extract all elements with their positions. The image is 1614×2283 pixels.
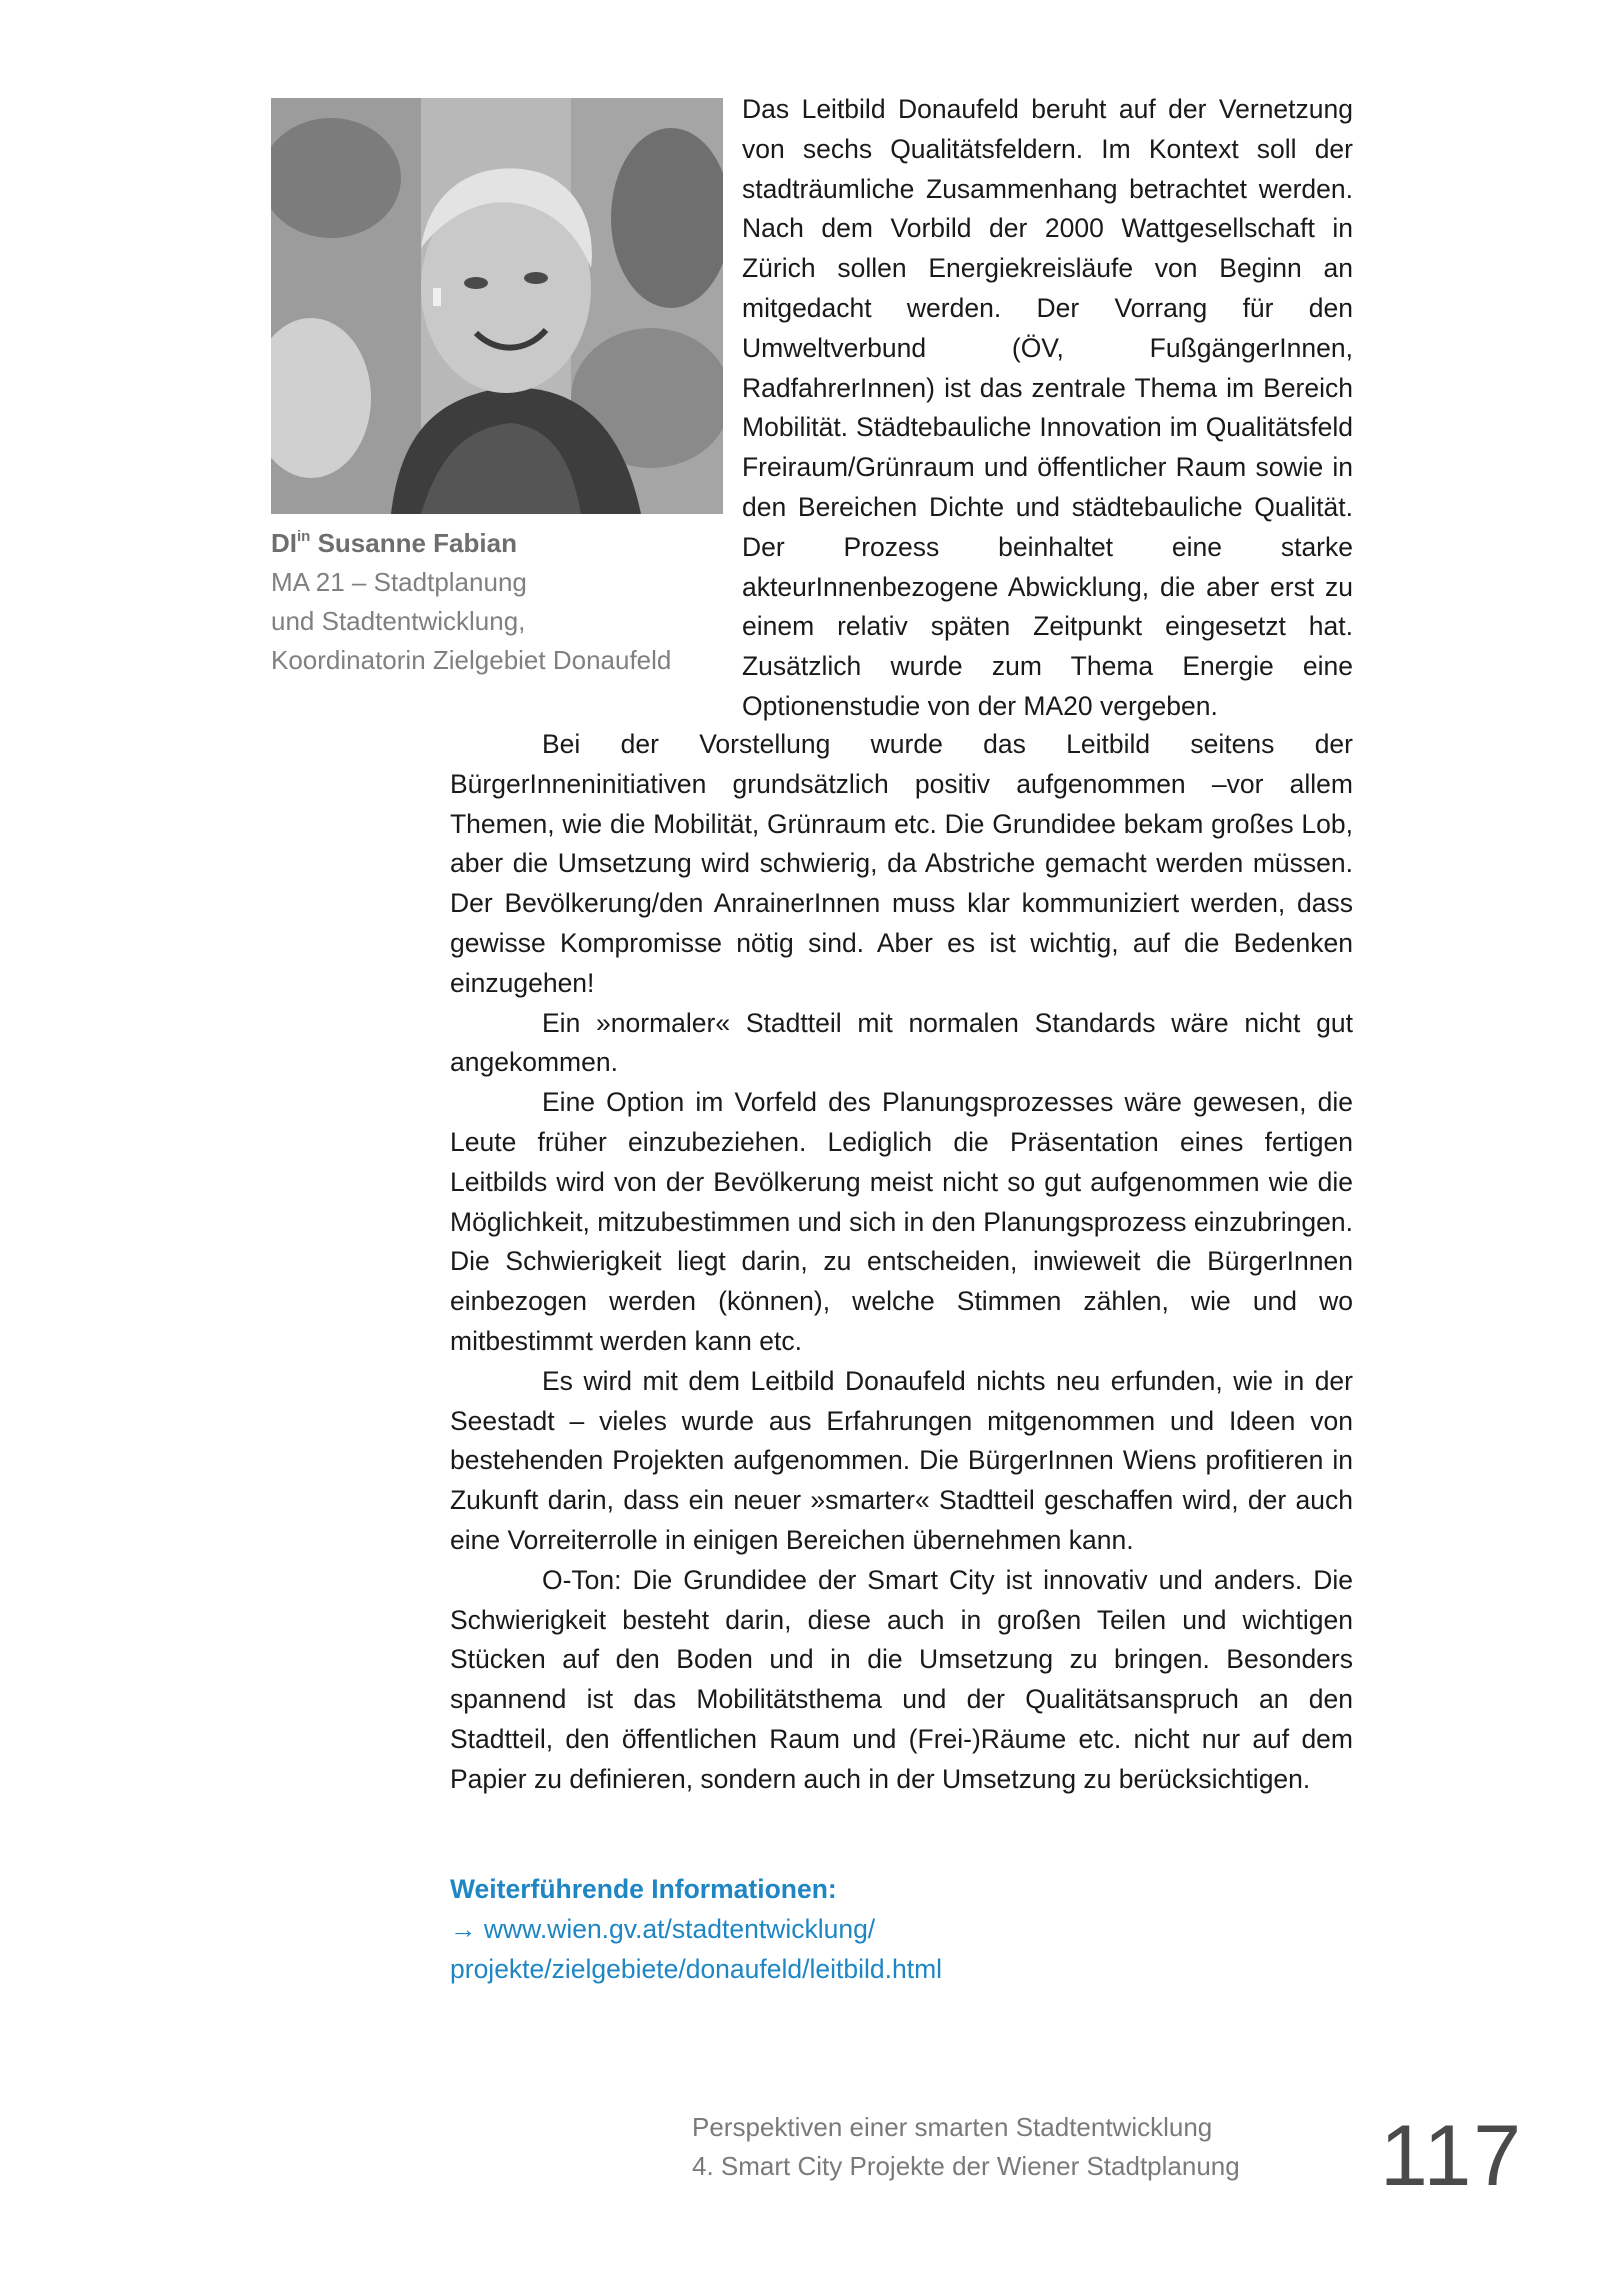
caption-department-cont: und Stadtentwicklung, — [271, 606, 526, 636]
caption-role: Koordinatorin Zielgebiet Donaufeld — [271, 645, 672, 675]
footer-title: Perspektiven einer smarten Stadtentwicklung — [692, 2112, 1213, 2142]
body-paragraph-2: Ein »normaler« Stadtteil mit normalen Standards wäre nicht gut angekommen. — [450, 1007, 1353, 1078]
intro-paragraph: Das Leitbild Donaufeld beruht auf der Vernetzung von sechs Qualitätsfeldern. Im Kontext soll der stadträumliche Zusammenhang betrachtet werden. Nach dem Vorbild der 2000 Wattgesellschaft in Zürich sollen Energiekreisläufe von Beginn an mitgedacht werden. Der Vorrang für den Umweltverbund (ÖV, FußgängerInnen, RadfahrerInnen) ist das zentrale Thema im Bereich Mobilität. Städtebauliche Innovation im Qualitätsfeld Freiraum/Grünraum und öffentlicher Raum sowie in den Bereichen Dichte und städtebauliche Qualität. Der Prozess beinhaltet eine starke akteurInnenbezogene Abwicklung, die aber erst zu einem relativ späten Zeitpunkt eingesetzt hat. Zusätzlich wurde zum Thema Energie eine Optionenstudie von der MA20 vergeben. — [742, 94, 1353, 721]
portrait-photo — [271, 98, 723, 514]
body-text — [450, 725, 1353, 1800]
info-link-line-2[interactable]: projekte/zielgebiete/donaufeld/leitbild.html — [450, 1953, 943, 1984]
body-paragraph-3: Eine Option im Vorfeld des Planungsprozesses wäre gewesen, die Leute früher einzubeziehen. Lediglich die Präsentation eines fertigen Leitbilds wird von der Bevölkerung meist nicht so gut aufgenommen wie die Möglichkeit, mitzubestimmen und sich in den Planungsprozess einzubringen. Die Schwierigkeit liegt darin, zu entscheiden, inwieweit die BürgerInnen einbezogen werden (können), welche Stimmen zählen, wie und wo mitbestimmt werden kann etc. — [450, 1087, 1353, 1356]
body-paragraph-5: O-Ton: Die Grundidee der Smart City ist innovativ und anders. Die Schwierigkeit besteht darin, diese auch in großen Teilen und wichtigen Stücken auf den Boden und in die Umsetzung zu bringen. Besonders spannend ist das Mobilitätsthema und der Qualitätsanspruch an den Stadtteil, den öffentlichen Raum und (Frei-)Räume etc. nicht nur auf dem Papier zu definieren, sondern auch in der Umsetzung zu berücksichtigen. — [450, 1564, 1353, 1794]
page-number: 117 — [1380, 2108, 1524, 2204]
info-link-line-1[interactable]: → www.wien.gv.at/stadtentwicklung/ — [450, 1913, 876, 1944]
caption-department: MA 21 – Stadtplanung — [271, 567, 527, 597]
photo-caption — [271, 524, 731, 680]
body-paragraph-1: Bei der Vorstellung wurde das Leitbild seitens der BürgerInneninitiativen grundsätzlich positiv aufgenommen –vor allem Themen, wie die Mobilität, Grünraum etc. Die Grundidee bekam großes Lob, aber die Umsetzung wird schwierig, da Abstriche gemacht werden müssen. Der Bevölkerung/den AnrainerInnen muss klar kommuniziert werden, dass gewisse Kompromisse nötig sind. Aber es ist wichtig, auf die Bedenken einzugehen! — [450, 729, 1353, 998]
further-information — [450, 1870, 942, 1989]
page-footer — [692, 2108, 1240, 2186]
caption-name: $DI^{in}$ Susanne Fabian — [271, 528, 517, 558]
info-heading: Weiterführende Informationen: — [450, 1874, 837, 1904]
footer-chapter: 4. Smart City Projekte der Wiener Stadtplanung — [692, 2151, 1240, 2181]
body-paragraph-4: Es wird mit dem Leitbild Donaufeld nichts neu erfunden, wie in der Seestadt – vieles wurde aus Erfahrungen mitgenommen und Ideen von bestehenden Projekten aufgenommen. Die BürgerInnen Wiens profitieren in Zukunft darin, dass ein neuer »smarter« Stadtteil geschaffen wird, der auch eine Vorreiterrolle in einigen Bereichen übernehmen kann. — [450, 1365, 1353, 1555]
